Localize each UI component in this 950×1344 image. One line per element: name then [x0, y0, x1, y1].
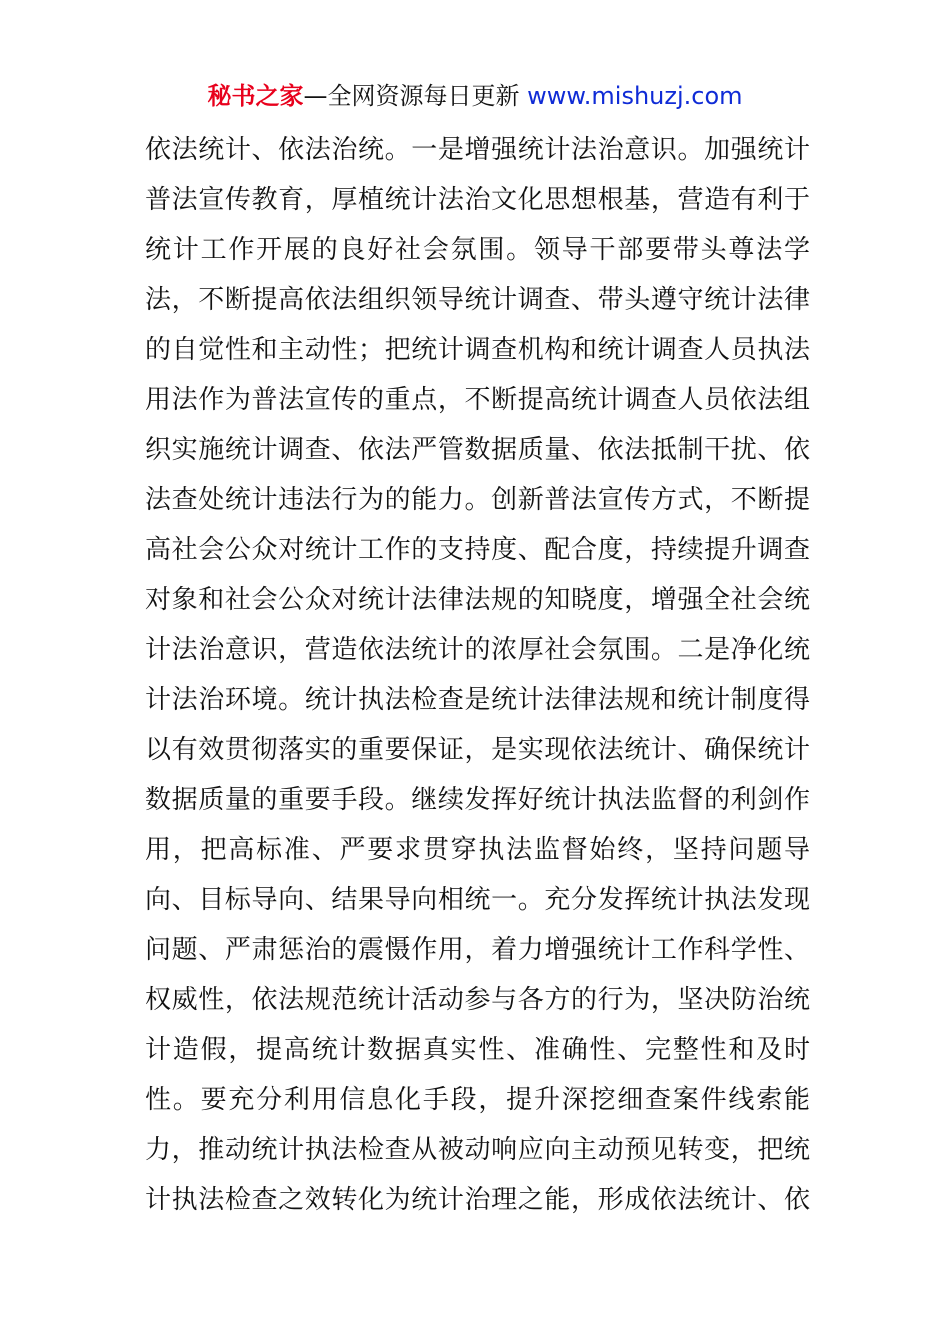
- paragraph-line: 力，推动统计执法检查从被动响应向主动预见转变，把统: [145, 1135, 810, 1165]
- paragraph-line: 问题、严肃惩治的震慑作用，着力增强统计工作科学性、: [145, 935, 810, 965]
- body-paragraph: [145, 125, 810, 1225]
- brand-name: 秘书之家: [207, 82, 304, 110]
- site-header: [0, 80, 950, 112]
- paragraph-line: 对象和社会公众对统计法律法规的知晓度，增强全社会统: [145, 585, 810, 615]
- paragraph-line: 计法治环境。统计执法检查是统计法律法规和统计制度得: [145, 685, 810, 715]
- paragraph-line: 权威性，依法规范统计活动参与各方的行为，坚决防治统: [145, 985, 810, 1015]
- paragraph-line: 计执法检查之效转化为统计治理之能，形成依法统计、依: [145, 1185, 810, 1215]
- paragraph-line: 普法宣传教育，厚植统计法治文化思想根基，营造有利于: [145, 185, 810, 215]
- paragraph-line: 以有效贯彻落实的重要保证，是实现依法统计、确保统计: [145, 735, 810, 765]
- site-url-link[interactable]: www.mishuzj.com: [527, 82, 743, 110]
- paragraph-line: 织实施统计调查、依法严管数据质量、依法抵制干扰、依: [145, 435, 810, 465]
- paragraph-line: 高社会公众对统计工作的支持度、配合度，持续提升调查: [145, 535, 810, 565]
- paragraph-line: 数据质量的重要手段。继续发挥好统计执法监督的利剑作: [145, 785, 810, 815]
- paragraph-line: 用法作为普法宣传的重点，不断提高统计调查人员依法组: [145, 385, 810, 415]
- paragraph-line: 计造假，提高统计数据真实性、准确性、完整性和及时: [145, 1035, 810, 1065]
- paragraph-line: 向、目标导向、结果导向相统一。充分发挥统计执法发现: [145, 885, 810, 915]
- paragraph-line: 法，不断提高依法组织领导统计调查、带头遵守统计法律: [145, 285, 810, 315]
- paragraph-line: 性。要充分利用信息化手段，提升深挖细查案件线索能: [145, 1085, 810, 1115]
- paragraph-line: 的自觉性和主动性；把统计调查机构和统计调查人员执法: [145, 335, 810, 365]
- paragraph-line: 用，把高标准、严要求贯穿执法监督始终，坚持问题导: [145, 835, 810, 865]
- paragraph-line: 统计工作开展的良好社会氛围。领导干部要带头尊法学: [145, 235, 810, 265]
- paragraph-line: 计法治意识，营造依法统计的浓厚社会氛围。二是净化统: [145, 635, 810, 665]
- paragraph-line: 法查处统计违法行为的能力。创新普法宣传方式，不断提: [145, 485, 810, 515]
- paragraph-line: 依法统计、依法治统。一是增强统计法治意识。加强统计: [145, 135, 810, 165]
- header-tagline: —全网资源每日更新: [303, 82, 520, 110]
